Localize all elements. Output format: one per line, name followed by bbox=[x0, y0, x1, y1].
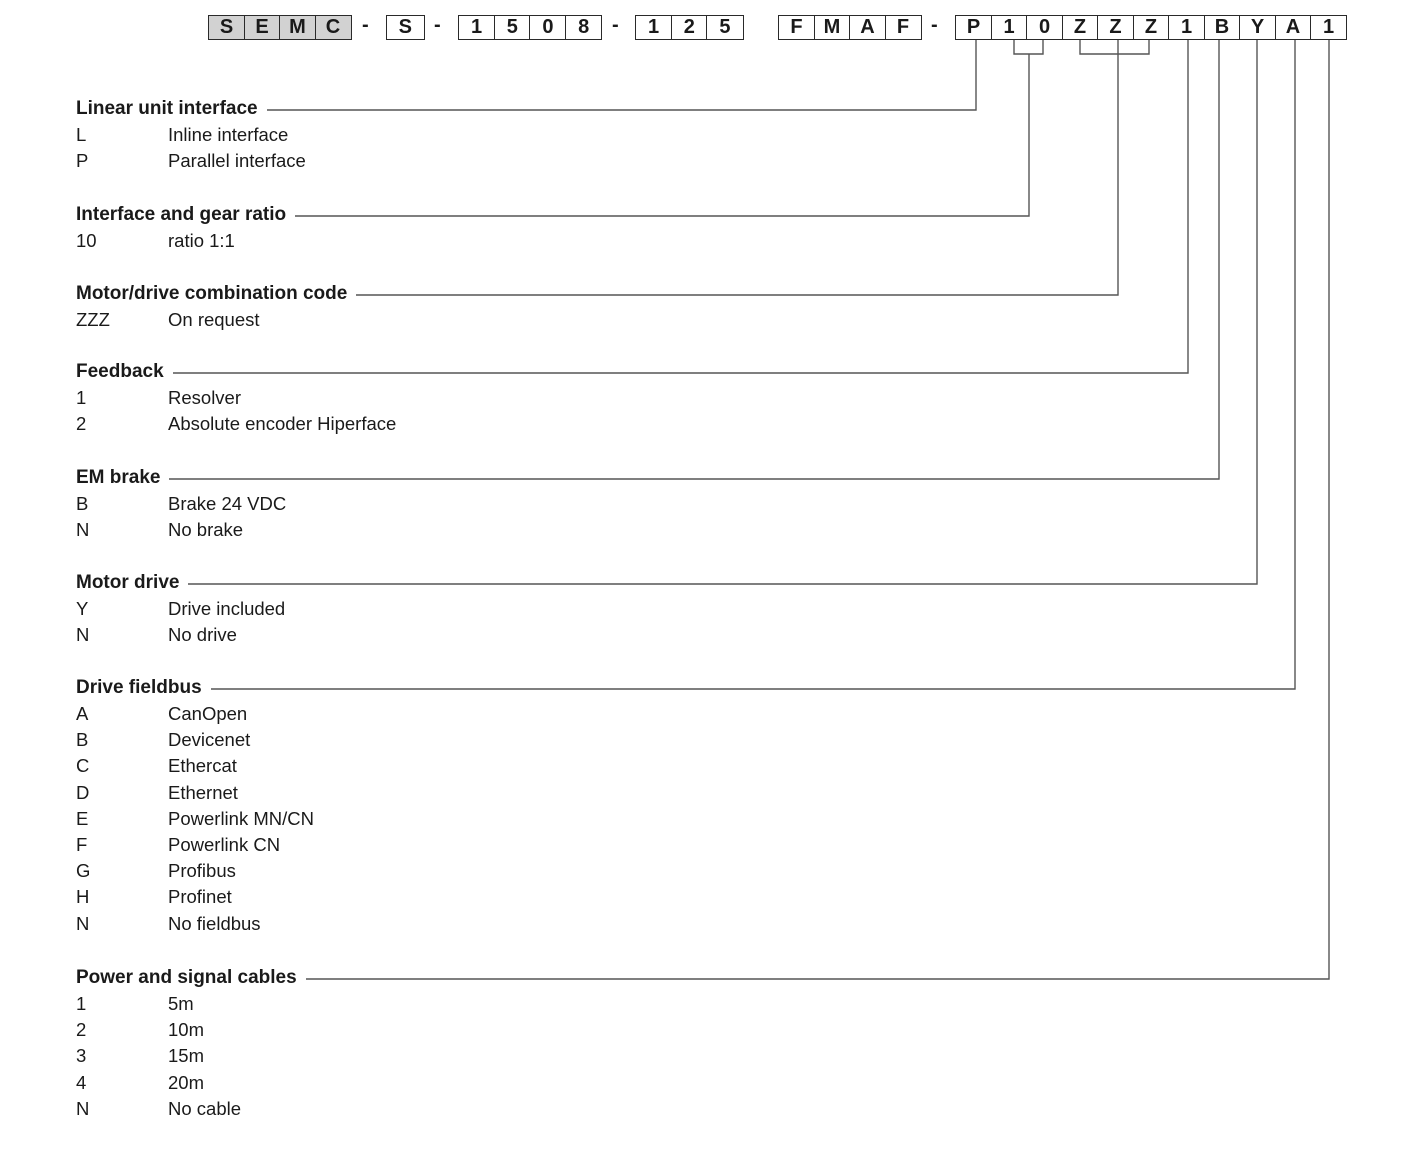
option-code: N bbox=[76, 624, 90, 646]
code-cell: Y bbox=[1239, 15, 1276, 40]
section-title: Linear unit interface bbox=[76, 98, 265, 120]
leader-line bbox=[267, 40, 976, 110]
option-code: 1 bbox=[76, 993, 87, 1014]
option-code: 2 bbox=[76, 413, 87, 435]
code-cell: F bbox=[885, 15, 922, 40]
option-description: Ethercat bbox=[168, 755, 237, 777]
code-cell: 1 bbox=[991, 15, 1028, 40]
code-separator: - bbox=[931, 14, 938, 36]
code-cell: 1 bbox=[635, 15, 672, 40]
section-title: Interface and gear ratio bbox=[76, 204, 293, 226]
code-cell: C bbox=[315, 15, 352, 40]
option-description: Profinet bbox=[168, 886, 232, 908]
code-cell: B bbox=[1204, 15, 1241, 40]
section-title: Motor/drive combination code bbox=[76, 283, 354, 305]
option-description: No drive bbox=[168, 624, 237, 646]
option-description: No brake bbox=[168, 519, 244, 541]
option-description: Parallel interface bbox=[168, 150, 306, 172]
option-code: 3 bbox=[76, 1045, 87, 1067]
option-code: ZZZ bbox=[76, 309, 110, 330]
option-code: B bbox=[76, 729, 89, 751]
leader-line bbox=[188, 40, 1257, 584]
option-description: No fieldbus bbox=[168, 912, 261, 934]
code-cell: 2 bbox=[671, 15, 708, 40]
option-code: N bbox=[76, 1097, 90, 1119]
code-cell: S bbox=[208, 15, 245, 40]
option-description: Powerlink CN bbox=[168, 834, 281, 855]
code-cell: P bbox=[955, 15, 992, 40]
section-title: EM brake bbox=[76, 467, 167, 489]
option-description: Resolver bbox=[168, 387, 241, 408]
code-separator: - bbox=[434, 14, 441, 36]
option-description: On request bbox=[168, 309, 260, 330]
option-description: Inline interface bbox=[168, 124, 289, 145]
option-description: 5m bbox=[168, 993, 194, 1014]
section-title: Motor drive bbox=[76, 572, 186, 594]
option-code: G bbox=[76, 860, 91, 882]
option-code: B bbox=[76, 493, 89, 514]
option-description: Ethernet bbox=[168, 781, 238, 803]
code-cell: M bbox=[279, 15, 316, 40]
group-bracket bbox=[1080, 40, 1149, 54]
option-description: Devicenet bbox=[168, 729, 251, 751]
code-cell: 0 bbox=[529, 15, 566, 40]
code-cell: E bbox=[244, 15, 281, 40]
option-code: 2 bbox=[76, 1019, 87, 1041]
option-description: Brake 24 VDC bbox=[168, 493, 287, 514]
option-code: Y bbox=[76, 598, 89, 619]
option-description: Profibus bbox=[168, 860, 236, 882]
code-cell: 1 bbox=[1168, 15, 1205, 40]
leader-line bbox=[211, 40, 1295, 689]
code-cell: 0 bbox=[1026, 15, 1063, 40]
section-title: Power and signal cables bbox=[76, 967, 304, 989]
option-description: Drive included bbox=[168, 598, 286, 619]
code-separator: - bbox=[612, 14, 619, 36]
option-code: 4 bbox=[76, 1071, 87, 1093]
code-cell: F bbox=[778, 15, 815, 40]
code-cell: 1 bbox=[458, 15, 495, 40]
option-code: H bbox=[76, 886, 90, 908]
code-cell: A bbox=[849, 15, 886, 40]
code-cell: Z bbox=[1097, 15, 1134, 40]
leader-line bbox=[356, 40, 1118, 295]
option-code: N bbox=[76, 912, 90, 934]
group-bracket bbox=[1014, 40, 1043, 54]
option-description: No cable bbox=[168, 1097, 242, 1119]
option-code: P bbox=[76, 150, 89, 172]
code-cell: 5 bbox=[706, 15, 743, 40]
leader-line bbox=[173, 40, 1188, 373]
option-description: Powerlink MN/CN bbox=[168, 807, 314, 829]
option-code: N bbox=[76, 519, 90, 541]
option-code: A bbox=[76, 703, 89, 724]
code-cell: A bbox=[1275, 15, 1312, 40]
section-title: Drive fieldbus bbox=[76, 677, 209, 699]
section-title: Feedback bbox=[76, 361, 171, 383]
code-cell: 5 bbox=[494, 15, 531, 40]
option-description: 20m bbox=[168, 1071, 204, 1093]
code-cell: S bbox=[386, 15, 425, 40]
option-code: C bbox=[76, 755, 90, 777]
option-description: Absolute encoder Hiperface bbox=[168, 413, 397, 435]
option-code: E bbox=[76, 807, 89, 829]
option-code: F bbox=[76, 834, 88, 855]
code-cell: 1 bbox=[1310, 15, 1347, 40]
option-description: ratio 1:1 bbox=[168, 230, 235, 251]
option-code: L bbox=[76, 124, 87, 145]
code-separator: - bbox=[362, 14, 369, 36]
code-cell: 8 bbox=[565, 15, 602, 40]
leader-line bbox=[295, 54, 1029, 216]
leader-line bbox=[306, 40, 1329, 979]
option-code: 10 bbox=[76, 230, 97, 251]
code-cell: Z bbox=[1133, 15, 1170, 40]
option-description: CanOpen bbox=[168, 703, 248, 724]
option-description: 10m bbox=[168, 1019, 204, 1041]
code-cell: M bbox=[814, 15, 851, 40]
code-cell: Z bbox=[1062, 15, 1099, 40]
option-code: D bbox=[76, 781, 90, 803]
option-code: 1 bbox=[76, 387, 87, 408]
option-description: 15m bbox=[168, 1045, 204, 1067]
